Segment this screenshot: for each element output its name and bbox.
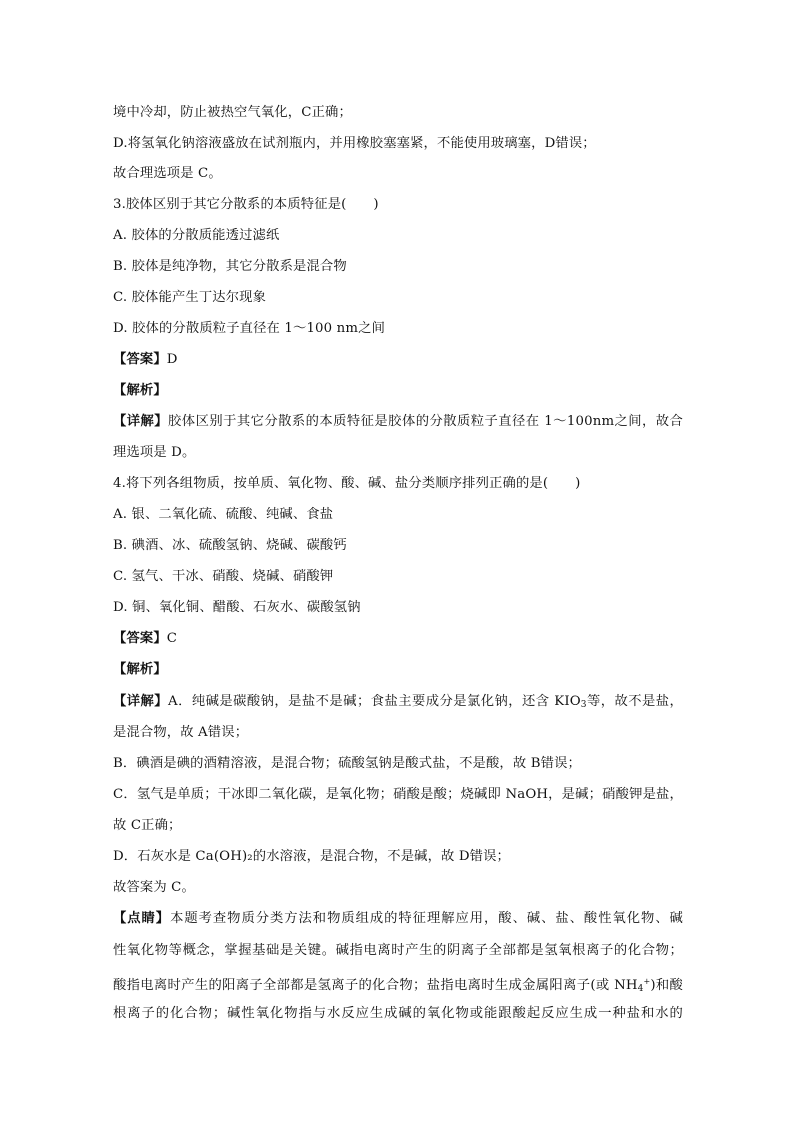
answer-label: 【答案】 [113,352,167,367]
question-3-answer [113,352,683,370]
question-4-option-b: B. 碘酒、冰、硫酸氢钠、烧碱、碳酸钙 [113,538,347,553]
detail-label: 【详解】 [113,414,169,429]
note-text: 酸指电离时产生的阳离子全部都是氢离子的化合物；盐指电离时生成金属阳离子(或 NH [113,978,638,993]
text-line: D．石灰水是 Ca(OH)₂的水溶液，是混合物，不是碱，故 D错误； [113,849,511,864]
question-4-stem: 4.将下列各组物质，按单质、氧化物、酸、碱、盐分类顺序排列正确的是( ) [113,476,581,491]
text-line: 理选项是 D。 [113,445,196,460]
text-line: 性氧化物等概念，掌握基础是关键。碱指电离时产生的阴离子全部都是氢氧根离子的化合物； [113,943,683,958]
question-3-option-d: D. 胶体的分散质粒子直径在 1～100 nm之间 [113,321,386,336]
text-line: 是混合物，故 A错误； [113,725,249,740]
note-text: 本题考查物质分类方法和物质组成的特征理解应用，酸、碱、盐、酸性氧化物、碱 [170,911,683,926]
note-text: )和酸 [650,978,683,993]
question-3-detail [113,414,683,432]
question-4-option-c: C. 氢气、干冰、硝酸、烧碱、硝酸钾 [113,569,334,584]
text-line: B．碘酒是碘的酒精溶液，是混合物；硫酸氢钠是酸式盐，不是酸，故 B错误； [113,756,581,771]
question-3-stem: 3.胶体区别于其它分散系的本质特征是( ) [113,197,379,212]
answer-label: 【答案】 [113,631,167,646]
answer-value: C [166,631,178,646]
question-3-option-c: C. 胶体能产生丁达尔现象 [113,290,267,305]
detail-text: A．纯碱是碳酸钠，是盐不是碱；食盐主要成分是氯化钠，还含 KIO [168,694,581,709]
text-line: C．氢气是单质；干冰即二氧化碳，是氧化物；硝酸是酸；烧碱即 NaOH，是碱；硝酸钾是盐， [113,787,683,802]
question-4-analysis-label: 【解析】 [113,662,167,677]
question-3-analysis-label: 【解析】 [113,383,167,398]
detail-label: 【详解】 [113,694,169,709]
subscript: 4 [637,984,644,994]
question-4-detail [113,694,683,712]
text-line [113,974,683,992]
text-line: 故 C正确； [113,818,182,833]
question-4-option-d: D. 铜、氧化铜、醋酸、石灰水、碳酸氢钠 [113,600,361,615]
text-line: D.将氢氧化钠溶液盛放在试剂瓶内，并用橡胶塞塞紧，不能使用玻璃塞，D错误； [113,136,596,151]
answer-value: D [166,352,178,367]
question-4-answer [113,631,683,649]
text-line: 故答案为 C。 [113,880,195,895]
question-3-option-a: A. 胶体的分散质能透过滤纸 [113,228,280,243]
detail-text: 胶体区别于其它分散系的本质特征是胶体的分散质粒子直径在 1～100nm之间，故合 [168,414,683,429]
question-3-option-b: B. 胶体是纯净物，其它分散系是混合物 [113,259,347,274]
detail-text: 等，故不是盐， [586,694,683,709]
text-line: 故合理选项是 C。 [113,166,222,181]
subscript: 3 [580,700,587,710]
text-line: 境中冷却，防止被热空气氧化，C正确； [113,105,352,120]
question-4-note [113,911,683,929]
question-4-option-a: A. 银、二氧化硫、硫酸、纯碱、食盐 [113,507,334,522]
superscript: + [643,977,651,986]
text-line: 根离子的化合物；碱性氧化物指与水反应生成碱的氧化物或能跟酸起反应生成一种盐和水的 [113,1006,683,1021]
note-label: 【点睛】 [113,911,171,926]
